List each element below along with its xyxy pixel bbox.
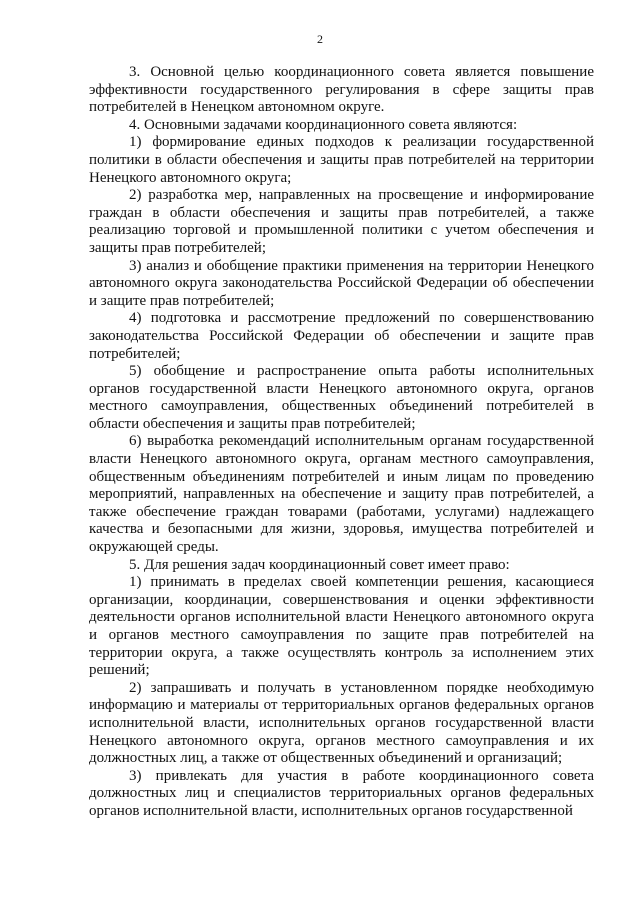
task-item-2: 2) разработка мер, направленных на просвещение и информирование граждан в области обеспечения и защиты прав потребителей, а также реализацию торговой и промышленной политики с учетом обеспечения и защиты прав потребителей; (89, 187, 594, 256)
paragraph-3-goal: 3. Основной целью координационного совета является повышение эффективности государственного регулирования в сфере защиты прав потребителей в Ненецком автономном округе. (89, 64, 594, 116)
task-item-3: 3) анализ и обобщение практики применения на территории Ненецкого автономного округа законодательства Российской Федерации об обеспечении и защите прав потребителей; (89, 257, 594, 309)
page-number: 2 (317, 32, 323, 46)
document-body (89, 64, 594, 821)
right-item-2: 2) запрашивать и получать в установленном порядке необходимую информацию и материалы от территориальных органов федеральных органов исполнительной власти, исполнительных органов государственной власти Ненецкого автономного округа, органов местного самоуправления и их должностных лиц, а также от общественных объединений и организаций; (89, 679, 594, 767)
right-item-1: 1) принимать в пределах своей компетенции решения, касающиеся организации, координации, совершенствования и оценки эффективности деятельности органов исполнительной власти Ненецкого автономного округа и органов местного самоуправления по защите прав потребителей на территории округа, а также осуществлять контроль за исполнением этих решений; (89, 574, 594, 679)
task-item-4: 4) подготовка и рассмотрение предложений по совершенствованию законодательства Российской Федерации об обеспечении и защите прав потребителей; (89, 310, 594, 362)
paragraph-5-rights-heading: 5. Для решения задач координационный совет имеет право: (129, 556, 510, 573)
paragraph-4-tasks-heading: 4. Основными задачами координационного совета являются: (129, 116, 518, 133)
task-item-5: 5) обобщение и распространение опыта работы исполнительных органов государственной власти Ненецкого автономного округа, органов местного самоуправления, общественных объединений потребителей в области обеспечения и защиты прав потребителей; (89, 363, 594, 432)
right-item-3: 3) привлекать для участия в работе координационного совета должностных лиц и специалистов территориальных органов федеральных органов исполнительной власти, исполнительных органов государственной (89, 767, 594, 819)
task-item-1: 1) формирование единых подходов к реализации государственной политики в области обеспечения и защиты прав потребителей на территории Ненецкого автономного округа; (89, 134, 594, 186)
task-item-6: 6) выработка рекомендаций исполнительным органам государственной власти Ненецкого автономного округа, органам местного самоуправления, общественным объединениям потребителей и иным лицам по проведению мероприятий, направленных на обеспечение и защиту прав потребителей, а также обеспечение граждан товарами (работами, услугами) надлежащего качества и безопасными для жизни, здоровья, имущества потребителей и окружающей среды. (89, 433, 594, 556)
